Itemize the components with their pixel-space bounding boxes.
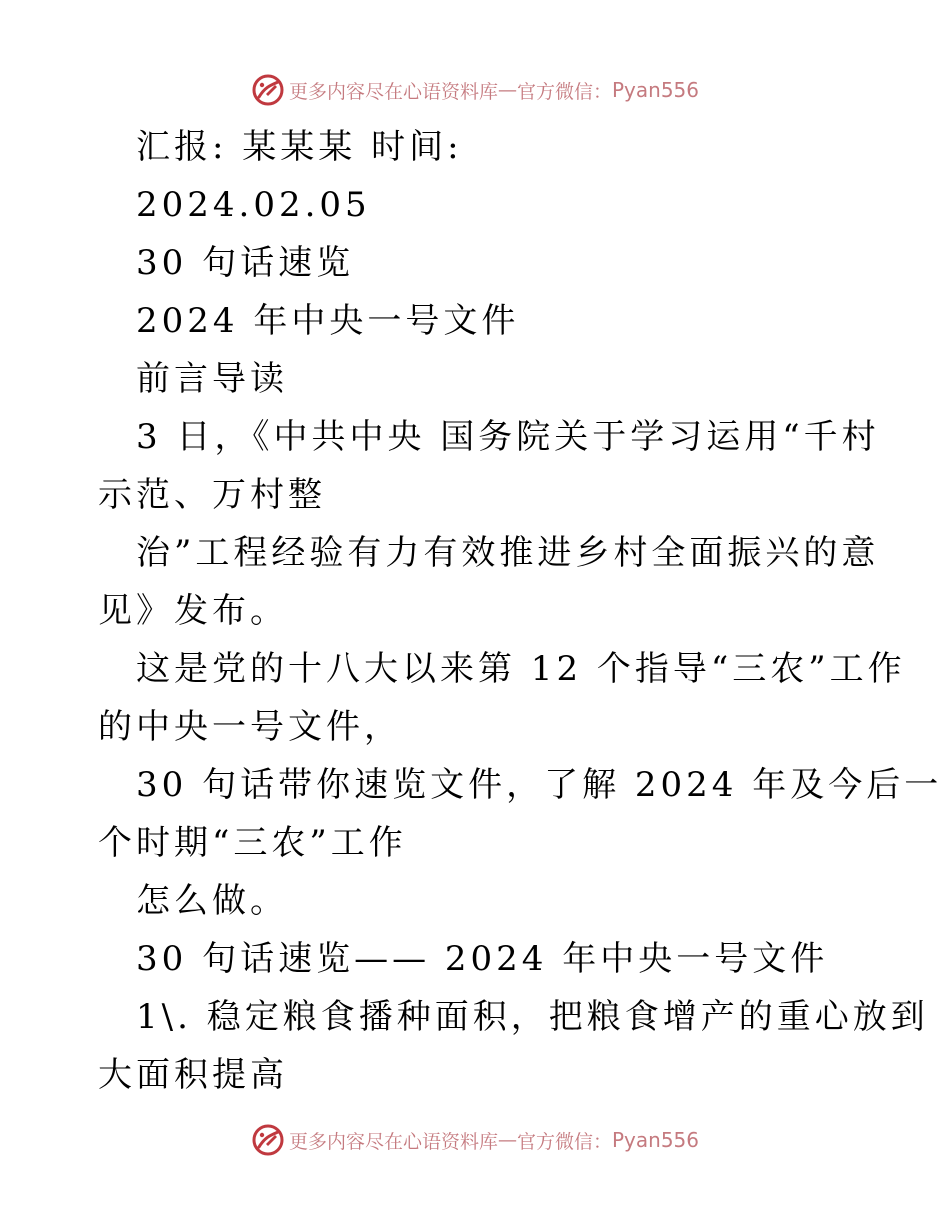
pen-swirl-logo-icon — [251, 73, 285, 107]
text-line: 的中央一号文件， — [98, 707, 402, 747]
text-line: 示范、万村整 — [98, 475, 326, 515]
banner-wechat-id: Pyan556 — [612, 78, 700, 102]
banner-dash: — — [497, 79, 517, 101]
text-line: 2024 年中央一号文件 — [136, 301, 520, 341]
text-line: 2024.02.05 — [136, 185, 371, 225]
banner-brand-text: 更多内容尽在心语资料库 — [288, 1130, 498, 1153]
text-line: 个时期“三农”工作 — [98, 823, 407, 863]
footer-banner — [0, 1120, 950, 1160]
text-line: 治”工程经验有力有效推进乡村全面振兴的意 — [136, 533, 880, 573]
text-line: 怎么做。 — [136, 881, 288, 921]
text-line: 见》发布。 — [98, 591, 288, 631]
text-line: 前言导读 — [136, 359, 288, 399]
text-line: 30 句话速览—— 2024 年中央一号文件 — [136, 939, 829, 979]
banner-wechat-label: 官方微信： — [516, 1130, 612, 1153]
pen-swirl-logo-icon — [251, 1123, 285, 1157]
banner-wechat-id: Pyan556 — [612, 1128, 700, 1152]
text-line: 1\. 稳定粮食播种面积，把粮食增产的重心放到 — [136, 997, 929, 1037]
banner-wechat-label: 官方微信： — [516, 80, 612, 103]
banner-dash: — — [497, 1129, 517, 1151]
text-line: 3 日，《中共中央 国务院关于学习运用“千村 — [136, 417, 880, 457]
header-banner — [0, 70, 950, 110]
text-line: 大面积提高 — [98, 1055, 288, 1095]
text-line: 汇报: 某某某 时间: — [136, 127, 463, 167]
text-line: 30 句话带你速览文件，了解 2024 年及今后一 — [136, 765, 943, 805]
banner-brand-text: 更多内容尽在心语资料库 — [288, 80, 498, 103]
text-line: 30 句话速览 — [136, 243, 355, 283]
text-line: 这是党的十八大以来第 12 个指导“三农”工作 — [136, 649, 906, 689]
